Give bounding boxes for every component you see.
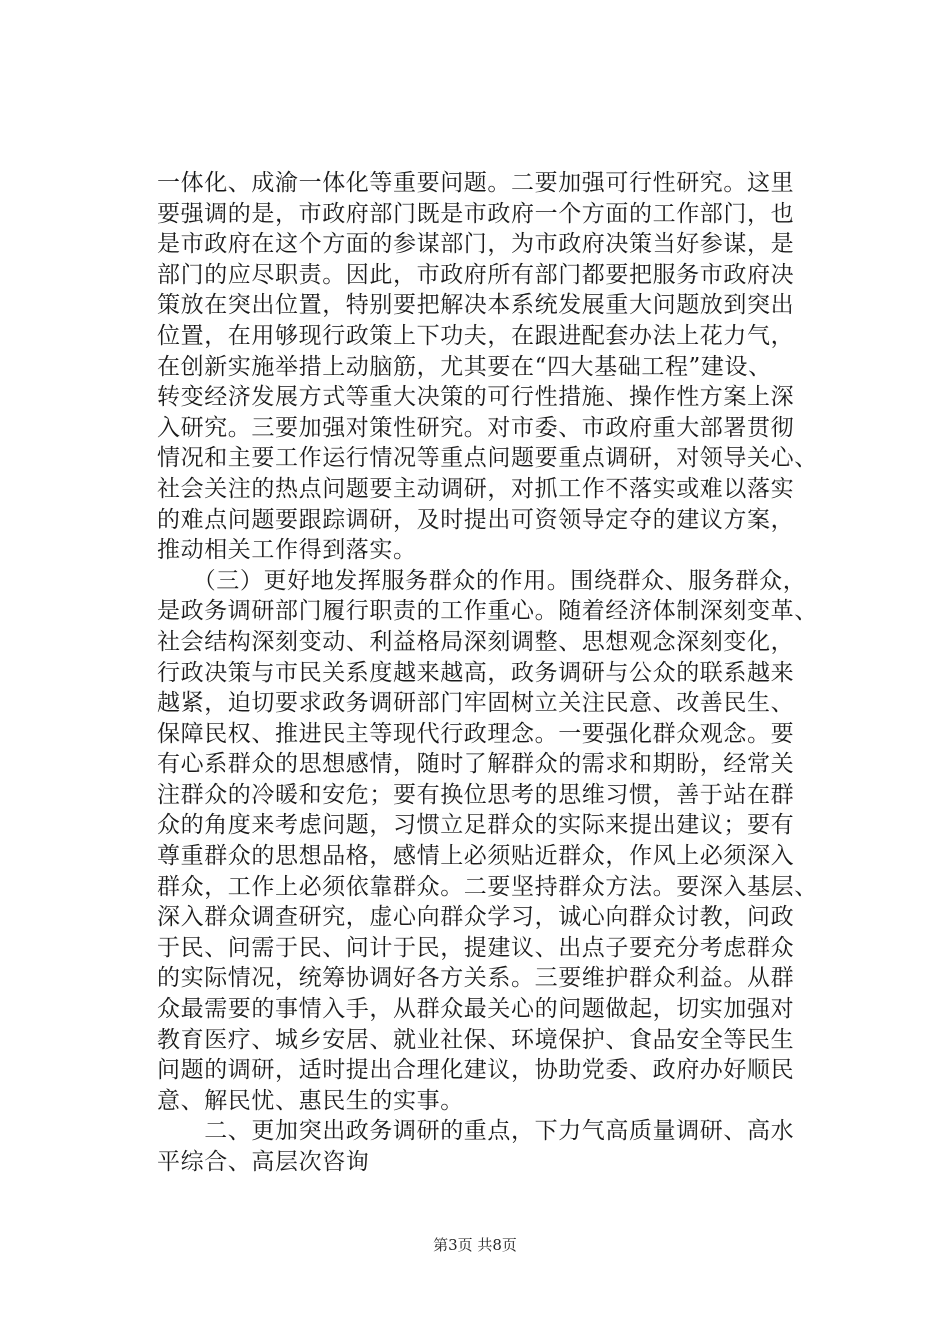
text-line: 注群众的冷暖和安危；要有换位思考的思维习惯，善于站在群 (157, 781, 795, 808)
text-line: 社会结构深刻变动、利益格局深刻调整、思想观念深刻变化， (157, 628, 795, 655)
text-line: 保障民权、推进民主等现代行政理念。一要强化群众观念。要 (157, 720, 795, 747)
text-line: 群众，工作上必须依靠群众。二要坚持群众方法。要深入基层、 (157, 873, 818, 900)
text-line: 推动相关工作得到落实。 (157, 537, 417, 564)
text-line: 部门的应尽职责。因此，市政府所有部门都要把服务市政府决 (157, 261, 795, 288)
text-line: 要强调的是，市政府部门既是市政府一个方面的工作部门，也 (157, 200, 795, 227)
text-line: 众的角度来考虑问题，习惯立足群众的实际来提出建议；要有 (157, 812, 795, 839)
text-line: 问题的调研，适时提出合理化建议，协助党委、政府办好顺民 (157, 1057, 795, 1084)
text-line: 尊重群众的思想品格，感情上必须贴近群众，作风上必须深入 (157, 843, 795, 870)
text-line: 位置，在用够现行政策上下功夫，在跟进配套办法上花力气， (157, 322, 795, 349)
text-line: 深入群众调查研究，虚心向群众学习，诚心向群众讨教，问政 (157, 904, 795, 931)
document-body (157, 168, 837, 1178)
text-line: 的实际情况，统筹协调好各方关系。三要维护群众利益。从群 (157, 965, 795, 992)
text-line: 平综合、高层次咨询 (157, 1149, 370, 1175)
text-line: 二、更加突出政务调研的重点，下力气高质量调研、高水 (157, 1118, 795, 1145)
text-line: 于民、问需于民、问计于民，提建议、出点子要充分考虑群众 (157, 934, 795, 961)
text-line: 的难点问题要跟踪调研，及时提出可资领导定夺的建议方案， (157, 506, 795, 533)
text-line: 情况和主要工作运行情况等重点问题要重点调研，对领导关心、 (157, 445, 818, 472)
text-line: 策放在突出位置，特别要把解决本系统发展重大问题放到突出 (157, 292, 795, 319)
text-line: 意、解民忧、惠民生的实事。 (157, 1087, 464, 1114)
text-line: 众最需要的事情入手，从群众最关心的问题做起，切实加强对 (157, 996, 795, 1023)
page-number-footer: 第3页 共8页 (433, 1236, 517, 1254)
text-line: 教育医疗、城乡安居、就业社保、环境保护、食品安全等民生 (157, 1026, 795, 1053)
text-line: 社会关注的热点问题要主动调研，对抓工作不落实或难以落实 (157, 475, 795, 502)
text-line: 一体化、成渝一体化等重要问题。二要加强可行性研究。这里 (157, 170, 795, 196)
text-line: 转变经济发展方式等重大决策的可行性措施、操作性方案上深 (157, 384, 795, 411)
text-line: 有心系群众的思想感情，随时了解群众的需求和期盼，经常关 (157, 751, 795, 778)
text-line: 行政决策与市民关系度越来越高，政务调研与公众的联系越来 (157, 659, 795, 686)
text-line: （三）更好地发挥服务群众的作用。围绕群众、服务群众， (157, 567, 807, 594)
text-line: 是政务调研部门履行职责的工作重心。随着经济体制深刻变革、 (157, 598, 818, 625)
text-line: 越紧，迫切要求政务调研部门牢固树立关注民意、改善民生、 (157, 690, 795, 717)
text-line: 是市政府在这个方面的参谋部门，为市政府决策当好参谋，是 (157, 231, 795, 258)
text-line: 在创新实施举措上动脑筋，尤其要在“四大基础工程”建设、 (157, 353, 772, 380)
text-line: 入研究。三要加强对策性研究。对市委、市政府重大部署贯彻 (157, 414, 795, 441)
